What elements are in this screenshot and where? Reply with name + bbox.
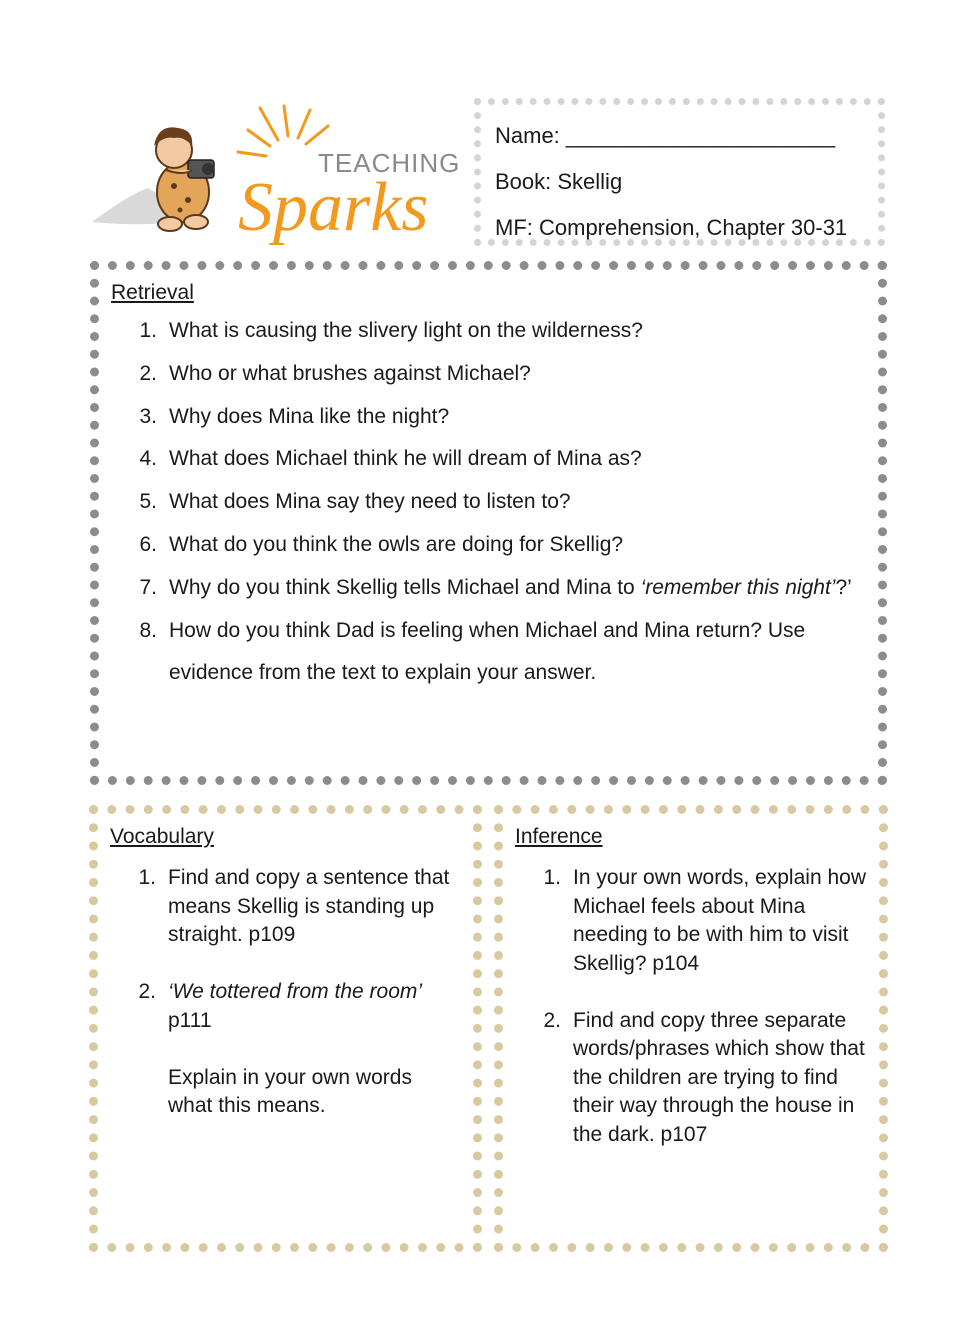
question-text: What does Mina say they need to listen to? (169, 490, 571, 514)
question-number: 5. (139, 490, 157, 514)
question-page-ref: p111 (168, 1008, 212, 1032)
question-text: What do you think the owls are doing for Skellig? (169, 532, 624, 556)
question-text-post: ?’ (835, 575, 852, 599)
vocabulary-title: Vocabulary (110, 825, 214, 848)
question-text: Find and copy three separate words/phrases which show that the children are trying to find their way through the house in the dark. p107 (573, 1008, 865, 1146)
question-text: In your own words, explain how Michael feels about Mina needing to be with him to visit Skellig? p104 (573, 866, 866, 975)
question-text: What does Michael think he will dream of Mina as? (169, 447, 642, 471)
question-number: 1. (139, 319, 157, 342)
question-item (110, 978, 461, 1121)
question-item (111, 481, 866, 524)
header-info-box (474, 98, 885, 246)
question-number: 1. (138, 866, 156, 889)
vocabulary-section (89, 805, 482, 1252)
retrieval-question-list (111, 310, 866, 695)
retrieval-section (90, 261, 887, 785)
question-item (111, 567, 866, 610)
question-number: 2. (543, 1008, 561, 1032)
question-quote: ‘We tottered from the room’ (168, 980, 423, 1003)
question-item (110, 864, 461, 950)
question-text (169, 567, 866, 610)
mf-label: MF: Comprehension, Chapter 30-31 (495, 215, 848, 240)
question-item (111, 438, 866, 481)
name-field-label: Name: ______________________ (495, 123, 836, 148)
question-number: 6. (139, 532, 157, 556)
question-item (111, 524, 866, 567)
question-number: 8. (139, 618, 157, 642)
teaching-sparks-logo (88, 100, 460, 250)
question-item (515, 864, 867, 978)
question-number: 1. (543, 866, 561, 889)
inference-question-list (515, 864, 867, 1149)
question-text: Find and copy a sentence that means Skellig is standing up straight. p109 (168, 866, 450, 946)
question-number: 7. (139, 575, 157, 599)
caveman-with-camera-icon (88, 100, 460, 250)
question-item (515, 1007, 867, 1150)
question-quote: ‘remember this night’ (640, 575, 836, 599)
vocabulary-question-list (110, 864, 461, 1121)
question-item (111, 396, 866, 439)
question-instruction: Explain in your own words what this means. (168, 1065, 412, 1117)
question-item (111, 353, 866, 396)
question-number: 3. (139, 404, 157, 428)
svg-text:TEACHING: TEACHING (318, 148, 460, 178)
book-label: Book: Skellig (495, 169, 623, 194)
question-number: 2. (139, 361, 157, 385)
inference-title: Inference (515, 825, 603, 848)
question-text: What is causing the slivery light on the wilderness? (169, 319, 643, 342)
question-item (111, 610, 866, 696)
question-text: Why does Mina like the night? (169, 404, 450, 428)
svg-text:Sparks: Sparks (238, 169, 429, 246)
inference-section (494, 805, 888, 1252)
question-number: 4. (139, 447, 157, 471)
retrieval-title: Retrieval (111, 281, 194, 304)
question-text: How do you think Dad is feeling when Michael and Mina return? Use evidence from the text to explain your answer. (169, 618, 806, 685)
question-text (168, 978, 461, 1121)
question-number: 2. (138, 980, 156, 1003)
question-text: Who or what brushes against Michael? (169, 361, 531, 385)
question-item (111, 310, 866, 353)
question-text-pre: Why do you think Skellig tells Michael and Mina to (169, 575, 641, 599)
